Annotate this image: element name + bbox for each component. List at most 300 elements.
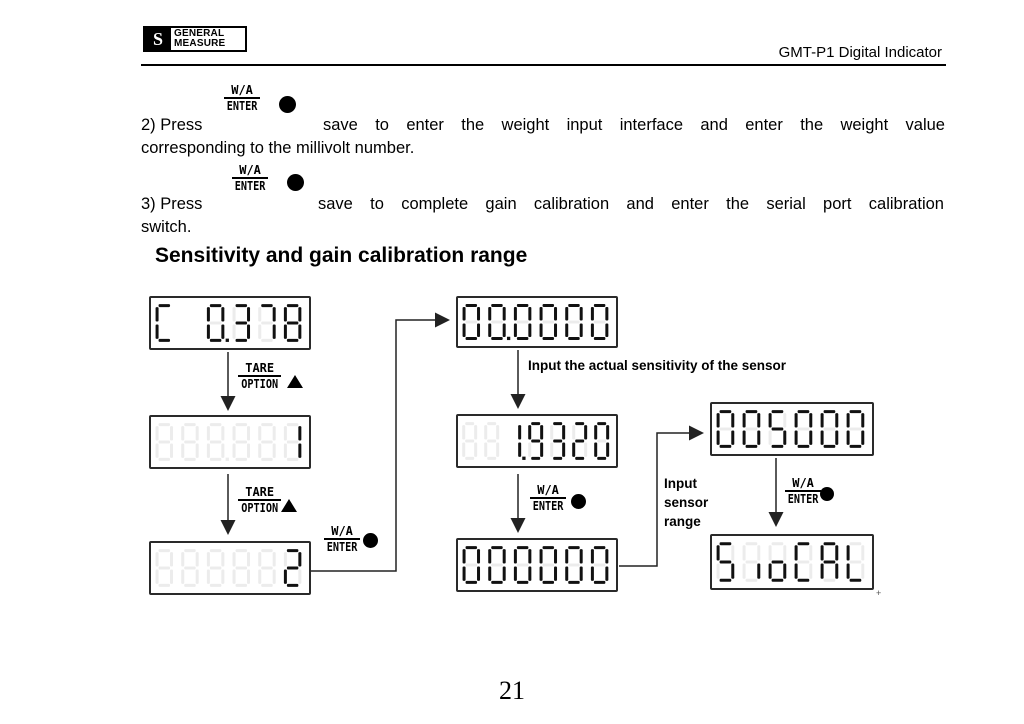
segment-lit [207, 325, 210, 339]
tare-key-bottom: OPTION [241, 501, 279, 515]
segment-lit [553, 440, 562, 443]
dot-icon [820, 487, 834, 501]
segment-ghost [233, 570, 236, 584]
word: enter [671, 195, 709, 213]
display-005000 [710, 402, 874, 456]
segment-ghost [484, 443, 487, 457]
segment-lit [488, 324, 491, 338]
segment-lit [772, 579, 784, 582]
segment-lit [824, 542, 836, 545]
enter-key-top: W/A [231, 83, 253, 97]
segment-lit [584, 425, 587, 439]
enter-key-bottom: ENTER [234, 179, 266, 193]
segment-lit [847, 413, 850, 427]
segment-lit [562, 425, 565, 439]
segment-lit [503, 324, 506, 338]
segment-ghost [258, 570, 261, 584]
segment-lit [809, 413, 812, 427]
segment-lit [717, 545, 720, 560]
section-title: Sensitivity and gain calibration range [155, 244, 528, 267]
segment-ghost [809, 545, 812, 560]
word: port [823, 195, 852, 213]
segment-lit [594, 581, 605, 584]
segment-ghost [159, 549, 170, 552]
segment-lit [543, 304, 554, 307]
segment-lit [287, 567, 298, 570]
segment-lit [236, 322, 247, 325]
para2-line2: corresponding to the millivolt number. [141, 139, 415, 157]
segment-ghost [517, 564, 528, 567]
segment-ghost [210, 423, 221, 426]
word: serial [766, 195, 806, 213]
segment-lit [159, 304, 170, 307]
word: enter [745, 116, 783, 134]
segment-lit [287, 304, 298, 307]
segment-lit [605, 567, 608, 581]
segment-lit [503, 307, 506, 321]
segment-lit [591, 307, 594, 321]
segment-lit [772, 428, 784, 431]
segment-lit [554, 549, 557, 563]
segment-lit [488, 567, 491, 581]
segment-lit [491, 304, 502, 307]
segment-lit [717, 431, 720, 445]
segment-lit [798, 410, 810, 413]
word: calibration [868, 195, 944, 213]
segment-ghost [466, 564, 477, 567]
segment-ghost [236, 549, 247, 552]
display-2 [149, 541, 311, 595]
segment-ghost [798, 561, 810, 564]
segment-lit [543, 337, 554, 340]
segment-lit [720, 561, 732, 564]
segment-lit [769, 564, 772, 579]
segment-ghost [156, 552, 159, 566]
word: complete [401, 195, 469, 213]
segment-ghost [298, 570, 301, 584]
segment-ghost [207, 426, 210, 440]
document-title: GMT-P1 Digital Indicator [778, 44, 942, 61]
up-triangle-icon [287, 375, 303, 388]
segment-ghost [572, 425, 575, 439]
segment-ghost [233, 426, 236, 440]
segment-ghost [210, 567, 221, 570]
segment-ghost [861, 545, 864, 560]
segment-lit [565, 549, 568, 563]
segment-lit [757, 564, 760, 579]
segment-ghost [284, 444, 287, 458]
segment-ghost [474, 443, 477, 457]
segment-lit [554, 324, 557, 338]
segment-lit [491, 581, 502, 584]
segment-lit [553, 457, 562, 460]
segment-lit [824, 445, 836, 448]
segment-ghost [159, 584, 170, 587]
seven-seg-readout [460, 419, 614, 463]
segment-ghost [261, 584, 272, 587]
word: weight [501, 116, 550, 134]
enter-key-bottom: ENTER [532, 499, 564, 513]
segment-ghost [221, 552, 224, 566]
segment-lit [488, 307, 491, 321]
segment-ghost [261, 441, 272, 444]
segment-lit [298, 444, 301, 458]
word: weight [840, 116, 889, 134]
segment-lit [517, 304, 528, 307]
segment-lit [731, 431, 734, 445]
note-line: Input [664, 476, 697, 491]
logo-line2: MEASURE [174, 38, 226, 49]
segment-lit [287, 322, 298, 325]
segment-ghost [484, 425, 487, 439]
segment-lit [466, 337, 477, 340]
segment-ghost [861, 564, 864, 579]
segment-ghost [210, 584, 221, 587]
segment-ghost [221, 426, 224, 440]
para2-prefix: 2) Press [141, 116, 203, 134]
segment-lit [594, 425, 597, 439]
word: value [905, 116, 945, 134]
segment-ghost [261, 567, 272, 570]
note-sensitivity: Input the actual sensitivity of the sensor [528, 358, 787, 373]
segment-ghost [287, 423, 298, 426]
segment-ghost [236, 584, 247, 587]
segment-ghost [261, 339, 272, 342]
segment-ghost [717, 564, 720, 579]
segment-lit [594, 337, 605, 340]
segment-lit [463, 567, 466, 581]
segment-lit [597, 457, 606, 460]
segment-lit [568, 304, 579, 307]
segment-lit [850, 579, 862, 582]
segment-ghost [798, 428, 810, 431]
seven-seg-readout [714, 539, 870, 585]
segment-lit [514, 567, 517, 581]
segment-lit [821, 413, 824, 427]
segment-lit [580, 307, 583, 321]
segment-ghost [824, 428, 836, 431]
segment-lit [261, 304, 272, 307]
note-sensor-range [664, 474, 708, 531]
segment-lit [159, 339, 170, 342]
tare-key-top: TARE [245, 361, 275, 375]
seven-seg-readout [153, 301, 307, 345]
segment-lit [591, 549, 594, 563]
segment-lit [605, 307, 608, 321]
segment-lit [795, 564, 798, 579]
segment-lit [594, 443, 597, 457]
segment-ghost [543, 564, 554, 567]
segment-ghost [496, 443, 499, 457]
enter-key-bottom: ENTER [226, 99, 258, 113]
word: to [375, 116, 389, 134]
tare-key-top: TARE [245, 485, 275, 499]
segment-ghost [196, 552, 199, 566]
segment-lit [720, 445, 732, 448]
segment-lit [477, 549, 480, 563]
segment-lit [847, 545, 850, 560]
segment-lit [207, 307, 210, 321]
word: to [370, 195, 384, 213]
segment-ghost [746, 542, 758, 545]
segment-ghost [284, 426, 287, 440]
segment-ghost [746, 561, 758, 564]
segment-lit [287, 339, 298, 342]
tare-key-icon [238, 362, 281, 390]
segment-lit [821, 545, 824, 560]
dot-icon [363, 533, 378, 548]
segment-lit [568, 546, 579, 549]
segment-lit [540, 549, 543, 563]
segment-ghost [247, 552, 250, 566]
segment-ghost [809, 564, 812, 579]
segment-lit [772, 561, 784, 564]
segment-lit [575, 422, 584, 425]
segment-ghost [568, 321, 579, 324]
segment-lit [543, 546, 554, 549]
segment-lit [543, 581, 554, 584]
segment-lit [809, 431, 812, 445]
segment-ghost [207, 444, 210, 458]
segment-lit [540, 324, 543, 338]
segment-lit [580, 324, 583, 338]
segment-ghost [184, 441, 195, 444]
segment-ghost [159, 458, 170, 461]
display-000000 [456, 538, 618, 592]
segment-lit [746, 410, 758, 413]
word: calibration [533, 195, 610, 213]
segment-lit [531, 457, 540, 460]
segment-ghost [474, 425, 477, 439]
segment-lit [298, 307, 301, 321]
segment-lit [575, 457, 584, 460]
segment-lit [518, 425, 521, 439]
segment-ghost [159, 567, 170, 570]
segment-ghost [273, 426, 276, 440]
word: and [700, 116, 728, 134]
segment-lit [861, 413, 864, 427]
segment-ghost [181, 570, 184, 584]
segment-ghost [261, 322, 272, 325]
segment-ghost [184, 567, 195, 570]
segment-ghost [769, 431, 772, 445]
segment-ghost [258, 426, 261, 440]
segment-lit [568, 337, 579, 340]
segment-lit [287, 549, 298, 552]
segment-lit [540, 567, 543, 581]
segment-lit [850, 445, 862, 448]
segment-lit [210, 304, 221, 307]
segment-lit [743, 413, 746, 427]
segment-lit [284, 570, 287, 584]
word: save [323, 116, 358, 134]
decimal-point [226, 339, 229, 342]
decimal-point [507, 337, 510, 340]
word: input [566, 116, 603, 134]
segment-lit [287, 584, 298, 587]
segment-ghost [170, 426, 173, 440]
segment-ghost [258, 307, 261, 321]
segment-ghost [196, 426, 199, 440]
word: save [318, 195, 353, 213]
segment-ghost [184, 423, 195, 426]
segment-lit [466, 546, 477, 549]
segment-ghost [757, 545, 760, 560]
segment-lit [503, 549, 506, 563]
segment-lit [731, 413, 734, 427]
segment-ghost [850, 561, 862, 564]
segment-lit [553, 422, 562, 425]
word: gain [485, 195, 517, 213]
segment-ghost [465, 422, 474, 425]
segment-lit [575, 440, 584, 443]
segment-lit [757, 413, 760, 427]
segment-ghost [850, 542, 862, 545]
seven-seg-readout [153, 546, 307, 590]
display-1-9320 [456, 414, 618, 468]
segment-lit [731, 564, 734, 579]
segment-ghost [462, 425, 465, 439]
segment-ghost [184, 549, 195, 552]
segment-ghost [746, 579, 758, 582]
segment-lit [221, 325, 224, 339]
word: and [626, 195, 654, 213]
segment-lit [850, 410, 862, 413]
tare-key-icon [238, 486, 281, 514]
segment-ghost [181, 444, 184, 458]
segment-ghost [210, 322, 221, 325]
segment-lit [477, 324, 480, 338]
segment-lit [466, 581, 477, 584]
segment-ghost [170, 444, 173, 458]
segment-lit [565, 567, 568, 581]
segment-lit [769, 413, 772, 427]
segment-ghost [207, 570, 210, 584]
segment-ghost [261, 549, 272, 552]
segment-lit [580, 567, 583, 581]
segment-lit [835, 413, 838, 427]
segment-lit [284, 307, 287, 321]
segment-lit [298, 325, 301, 339]
segment-ghost [731, 545, 734, 560]
segment-lit [594, 304, 605, 307]
segment-ghost [247, 570, 250, 584]
segment-ghost [159, 423, 170, 426]
segment-lit [247, 325, 250, 339]
enter-key-top: W/A [792, 476, 814, 490]
segment-lit [605, 324, 608, 338]
segment-ghost [743, 545, 746, 560]
segment-lit [606, 443, 609, 457]
segment-ghost [487, 440, 496, 443]
segment-lit [514, 549, 517, 563]
word: the [461, 116, 485, 134]
segment-ghost [743, 564, 746, 579]
segment-lit [597, 422, 606, 425]
segment-lit [847, 564, 850, 579]
dot-icon [571, 494, 586, 509]
segment-ghost [720, 428, 732, 431]
segment-lit [210, 339, 221, 342]
segment-lit [783, 564, 786, 579]
segment-ghost [170, 570, 173, 584]
segment-lit [720, 410, 732, 413]
logo-line1: GENERAL [174, 28, 225, 39]
segment-lit [746, 445, 758, 448]
segment-lit [861, 431, 864, 445]
segment-ghost [181, 426, 184, 440]
segment-lit [835, 545, 838, 560]
segment-lit [528, 307, 531, 321]
up-triangle-icon [281, 499, 297, 512]
segment-lit [783, 431, 786, 445]
segment-ghost [221, 444, 224, 458]
stray-mark: + [876, 588, 882, 598]
segment-lit [517, 546, 528, 549]
segment-lit [477, 567, 480, 581]
segment-ghost [261, 458, 272, 461]
segment-ghost [769, 545, 772, 560]
segment-lit [591, 567, 594, 581]
segment-lit [824, 561, 836, 564]
seven-seg-readout [714, 407, 870, 451]
segment-ghost [783, 413, 786, 427]
segment-lit [795, 413, 798, 427]
segment-lit [221, 307, 224, 321]
segment-ghost [594, 564, 605, 567]
segment-lit [517, 581, 528, 584]
segment-lit [518, 443, 521, 457]
segment-ghost [247, 444, 250, 458]
enter-key-top: W/A [239, 163, 261, 177]
segment-ghost [517, 321, 528, 324]
segment-ghost [528, 443, 531, 457]
segment-ghost [247, 426, 250, 440]
segment-ghost [233, 552, 236, 566]
segment-ghost [196, 444, 199, 458]
segment-lit [528, 324, 531, 338]
segment-lit [156, 307, 159, 321]
segment-ghost [156, 570, 159, 584]
segment-ghost [258, 552, 261, 566]
segment-ghost [465, 440, 474, 443]
segment-lit [717, 413, 720, 427]
segment-lit [236, 339, 247, 342]
para3-prefix: 3) Press [141, 195, 203, 213]
segment-ghost [233, 444, 236, 458]
segment-lit [594, 546, 605, 549]
segment-ghost [850, 428, 862, 431]
segment-ghost [221, 570, 224, 584]
segment-ghost [273, 570, 276, 584]
segment-ghost [465, 457, 474, 460]
segment-lit [821, 431, 824, 445]
segment-lit [591, 324, 594, 338]
segment-ghost [207, 552, 210, 566]
segment-ghost [233, 325, 236, 339]
segment-lit [514, 307, 517, 321]
segment-lit [491, 337, 502, 340]
segment-ghost [584, 443, 587, 457]
decimal-point [522, 457, 525, 460]
segment-lit [236, 304, 247, 307]
segment-ghost [466, 321, 477, 324]
segment-lit [554, 307, 557, 321]
segment-ghost [236, 441, 247, 444]
page-number: 21 [499, 676, 525, 705]
enter-key-bottom: ENTER [326, 540, 358, 554]
word: interface [619, 116, 684, 134]
